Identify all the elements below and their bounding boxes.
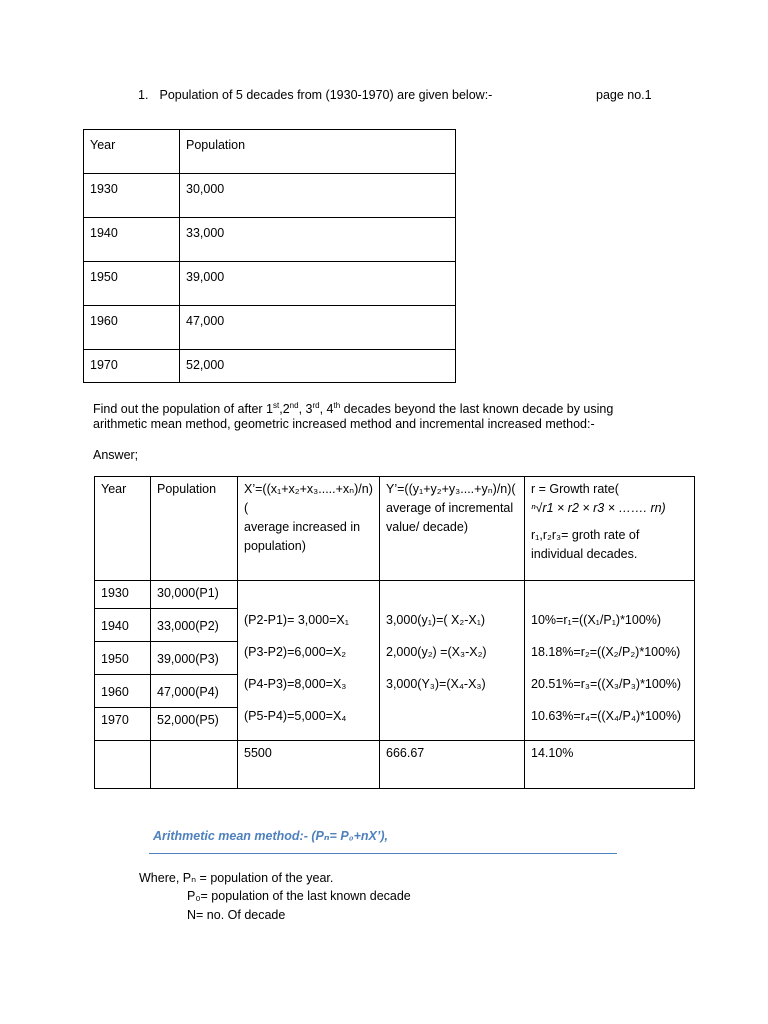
header-growth-rate <box>525 477 695 581</box>
r-value: 10.63%=r₄=((X₄/P₄)*100%) <box>531 709 682 723</box>
x-value: (P4-P3)=8,000=X₃ <box>244 677 347 691</box>
x-formula: X’=((x₁+x₂+x₃.....+xₙ)/n)( <box>244 482 373 515</box>
header-incremental-average <box>380 477 525 581</box>
y-value: 3,000(y₁)=( X₂-X₁) <box>386 613 486 627</box>
r-value: 18.18%=r₂=((X₂/P₂)*100%) <box>531 645 681 659</box>
population-cell: 33,000(P2) <box>151 609 238 642</box>
totals-row <box>95 741 695 789</box>
question-text: decades beyond the last known decade by using <box>340 402 614 416</box>
superscript: nd <box>289 401 299 410</box>
table-row <box>84 306 456 350</box>
population-cell: 47,000(P4) <box>151 675 238 708</box>
year-cell: 1970 <box>95 708 151 741</box>
n-definition: N= no. Of decade <box>187 908 286 922</box>
r-root-formula: ⁿ√r1 × r2 × r3 × ……. rn) <box>531 501 666 515</box>
header-year: Year <box>84 130 180 174</box>
heading-text: Population of 5 decades from (1930-1970) are given below:- <box>159 88 493 102</box>
year-cell: 1970 <box>84 350 180 383</box>
year-cell: 1940 <box>95 609 151 642</box>
total-r: 14.10% <box>525 741 695 789</box>
year-cell: 1940 <box>84 218 180 262</box>
table-row <box>95 581 695 609</box>
population-cell: 39,000 <box>180 262 456 306</box>
empty-cell <box>95 741 151 789</box>
divider <box>149 853 617 854</box>
population-table <box>83 129 456 383</box>
x-value: (P3-P2)=6,000=X₂ <box>244 645 347 659</box>
superscript: th <box>333 401 341 410</box>
year-cell: 1950 <box>95 642 151 675</box>
r-description: r₁,r₂r₃= groth rate of individual decades. <box>531 528 640 561</box>
y-value: 2,000(y₂) =(X₃-X₂) <box>386 645 487 659</box>
header-average-increase <box>238 477 380 581</box>
x-description: average increased in population) <box>244 520 361 553</box>
header-year: Year <box>95 477 151 581</box>
table-row <box>84 350 456 383</box>
r-title: r = Growth rate( <box>531 482 619 496</box>
r-values-cell <box>525 581 695 741</box>
empty-cell <box>151 741 238 789</box>
superscript: rd <box>312 401 320 410</box>
x-values-cell <box>238 581 380 741</box>
population-cell: 39,000(P3) <box>151 642 238 675</box>
year-cell: 1960 <box>84 306 180 350</box>
population-cell: 52,000(P5) <box>151 708 238 741</box>
table-row <box>84 174 456 218</box>
where-line: Where, Pₙ = population of the year. <box>139 871 334 885</box>
y-value: 3,000(Y₃)=(X₄-X₃) <box>386 677 486 691</box>
page-number: page no.1 <box>596 88 652 102</box>
population-cell: 30,000(P1) <box>151 581 238 609</box>
r-value: 20.51%=r₃=((X₃/P₃)*100%) <box>531 677 682 691</box>
population-cell: 33,000 <box>180 218 456 262</box>
year-cell: 1930 <box>84 174 180 218</box>
question-text: ,2 <box>279 402 290 416</box>
question-line-2: arithmetic mean method, geometric increased method and incremental increased method:- <box>93 417 595 431</box>
total-x: 5500 <box>238 741 380 789</box>
p0-definition: P₀= population of the last known decade <box>187 889 411 903</box>
superscript: st <box>273 401 280 410</box>
question-text: Find out the population of after 1 <box>93 402 273 416</box>
arithmetic-method-title: Arithmetic mean method:- (Pₙ= P₀+nX’), <box>153 829 388 843</box>
population-cell: 30,000 <box>180 174 456 218</box>
r-value: 10%=r₁=((X₁/P₁)*100%) <box>531 613 662 627</box>
population-cell: 52,000 <box>180 350 456 383</box>
y-formula: Y’=((y₁+y₂+y₃....+yₙ)/n)( <box>386 482 516 496</box>
answer-label: Answer; <box>93 448 139 462</box>
total-y: 666.67 <box>380 741 525 789</box>
population-cell: 47,000 <box>180 306 456 350</box>
table-row <box>84 218 456 262</box>
heading-number: 1. <box>138 88 149 102</box>
year-cell: 1930 <box>95 581 151 609</box>
year-cell: 1960 <box>95 675 151 708</box>
heading <box>138 88 678 102</box>
question-text: , 3 <box>298 402 313 416</box>
x-value: (P2-P1)= 3,000=X₁ <box>244 613 349 627</box>
table-row <box>84 262 456 306</box>
header-population: Population <box>180 130 456 174</box>
x-value: (P5-P4)=5,000=X₄ <box>244 709 347 723</box>
y-values-cell <box>380 581 525 741</box>
year-cell: 1950 <box>84 262 180 306</box>
calculation-table <box>94 476 695 789</box>
header-population: Population <box>151 477 238 581</box>
y-description: average of incremental value/ decade) <box>386 501 514 534</box>
question-text: , 4 <box>319 402 334 416</box>
